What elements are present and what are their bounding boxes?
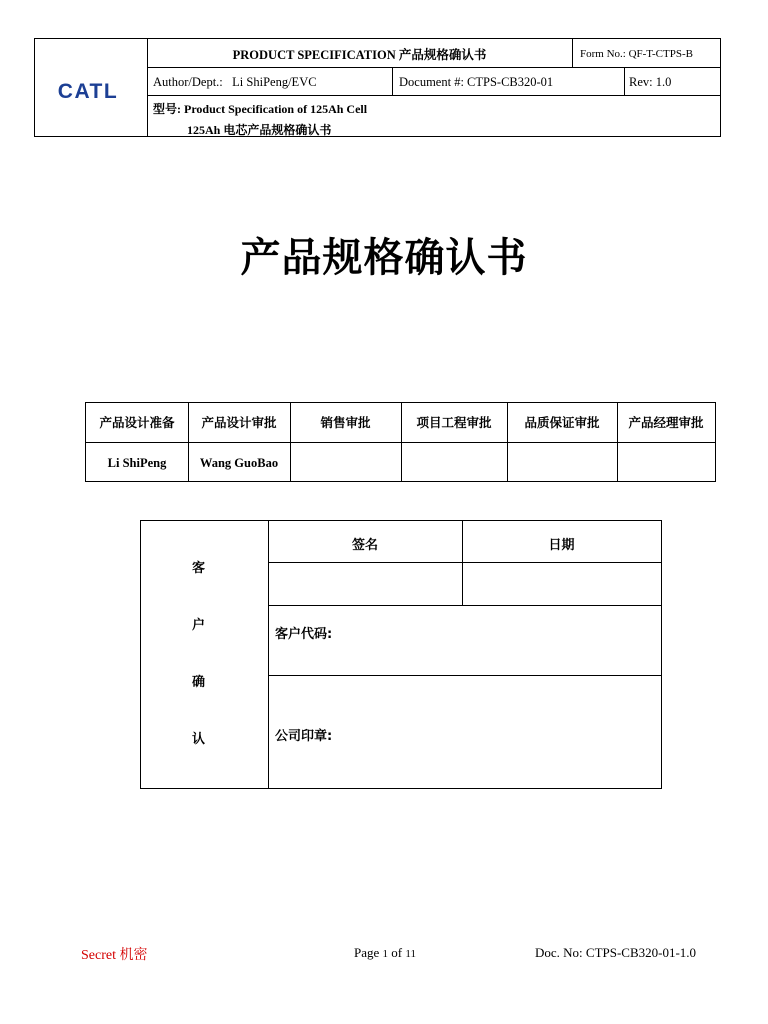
approval-table	[85, 402, 716, 482]
header-title: PRODUCT SPECIFICATION 产品规格确认书	[232, 48, 487, 62]
header-row-divider	[147, 95, 720, 96]
approval-header: 产品设计准备	[99, 415, 175, 430]
box-divider	[268, 675, 661, 676]
catl-logo	[47, 81, 129, 100]
header-row-divider	[147, 67, 720, 68]
footer-doc-number: Doc. No: CTPS-CB320-01-1.0	[535, 945, 697, 960]
revision: Rev: 1.0	[629, 75, 672, 89]
model-line-2: 125Ah 电芯产品规格确认书	[187, 123, 332, 137]
date-label: 日期	[548, 538, 575, 553]
document-header	[34, 38, 721, 137]
side-label: 确	[192, 675, 206, 690]
side-label: 认	[192, 732, 206, 747]
side-label: 户	[192, 618, 206, 633]
date-field[interactable]	[463, 563, 661, 604]
signature-label: 签名	[351, 538, 378, 553]
customer-code-label: 客户代码:	[275, 627, 333, 642]
approval-value: Li ShiPeng	[107, 456, 167, 470]
box-divider	[268, 605, 661, 606]
header-divider	[572, 39, 573, 67]
approval-value	[617, 443, 715, 482]
secret-label: Secret 机密	[81, 948, 148, 963]
header-divider	[624, 67, 625, 95]
approval-value	[507, 443, 617, 482]
svg-text:CATL: CATL	[57, 81, 119, 100]
form-number: Form No.: QF-T-CTPS-B	[580, 48, 693, 60]
customer-confirmation-box	[140, 520, 662, 789]
approval-value	[290, 443, 401, 482]
approval-value: Wang GuoBao	[199, 456, 279, 470]
approval-header: 销售审批	[320, 415, 371, 430]
company-seal-label: 公司印章:	[275, 729, 333, 744]
side-label: 客	[192, 561, 206, 576]
model-line-1: 型号: Product Specification of 125Ah Cell	[153, 102, 368, 116]
document-number: Document #: CTPS-CB320-01	[399, 75, 554, 89]
page-number: Page 1 of 11	[354, 945, 416, 960]
approval-header: 品质保证审批	[524, 415, 600, 430]
approval-header: 产品设计审批	[201, 415, 277, 430]
page-title: 产品规格确认书	[240, 235, 528, 281]
author-label: Author/Dept.: Li ShiPeng/EVC	[153, 75, 317, 89]
header-divider	[392, 67, 393, 95]
approval-value	[401, 443, 507, 482]
approval-header: 产品经理审批	[628, 415, 704, 430]
approval-header: 项目工程审批	[416, 415, 492, 430]
signature-field[interactable]	[269, 563, 461, 604]
